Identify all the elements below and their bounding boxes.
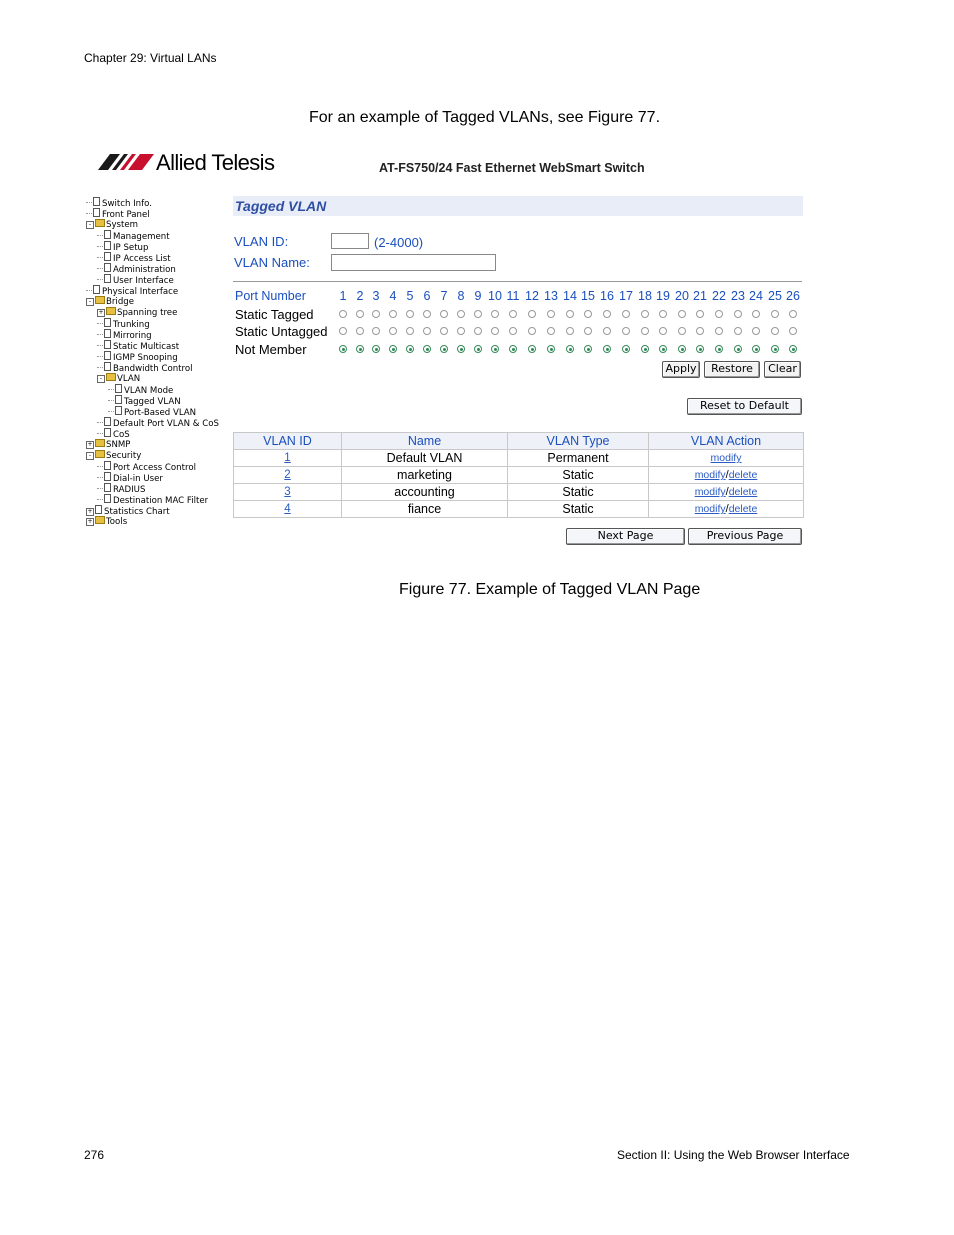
port-number-4: 4: [389, 289, 397, 303]
radio-static-untagged-port-11[interactable]: [509, 327, 517, 335]
radio-not-member-port-15[interactable]: [584, 345, 592, 353]
tree-item-tagged-vlan[interactable]: [108, 395, 181, 406]
tree-connector: [97, 422, 103, 423]
tree-item-label: Port Access Control: [113, 463, 196, 472]
vlan-action-cell: [649, 501, 804, 518]
radio-not-member-port-13[interactable]: [547, 345, 555, 353]
folder-icon: [95, 219, 105, 227]
vlan-type-cell: Static: [508, 501, 649, 518]
port-number-9: 9: [474, 289, 482, 303]
apply-button[interactable]: Apply: [662, 361, 700, 378]
action-separator: /: [725, 469, 729, 481]
tree-item-label: User Interface: [113, 276, 174, 285]
tree-item-label: IGMP Snooping: [113, 353, 178, 362]
tree-connector: [97, 488, 103, 489]
collapse-icon[interactable]: -: [86, 298, 94, 306]
vlan-name-label: VLAN Name:: [234, 255, 310, 270]
tree-connector: [97, 334, 103, 335]
page-icon: [104, 318, 111, 327]
page-icon: [104, 417, 111, 426]
tree-item-radius[interactable]: [97, 483, 145, 494]
radio-static-tagged-port-16[interactable]: [603, 310, 611, 318]
port-number-25: 25: [768, 289, 782, 303]
page-icon: [104, 340, 111, 349]
next-page-button[interactable]: Next Page: [566, 528, 685, 545]
vlan-name-cell: accounting: [342, 484, 508, 501]
page-icon: [104, 263, 111, 272]
radio-not-member-port-2[interactable]: [356, 345, 364, 353]
port-number-11: 11: [506, 289, 520, 303]
row-label-static-untagged: Static Untagged: [235, 324, 328, 339]
radio-static-untagged-port-6[interactable]: [423, 327, 431, 335]
radio-not-member-port-12[interactable]: [528, 345, 536, 353]
radio-not-member-port-9[interactable]: [474, 345, 482, 353]
tree-item-label: System: [106, 220, 139, 230]
page-icon: [104, 472, 111, 481]
radio-static-tagged-port-1[interactable]: [339, 310, 347, 318]
radio-static-tagged-port-18[interactable]: [641, 310, 649, 318]
port-number-3: 3: [372, 289, 380, 303]
delete-link[interactable]: delete: [728, 486, 758, 498]
tree-item-label: Static Multicast: [113, 342, 180, 351]
port-number-14: 14: [563, 289, 577, 303]
vlan-id-link[interactable]: 4: [284, 503, 291, 515]
port-number-23: 23: [731, 289, 745, 303]
radio-static-tagged-port-24[interactable]: [752, 310, 760, 318]
tree-item-trunking[interactable]: [97, 318, 150, 329]
radio-not-member-port-10[interactable]: [491, 345, 499, 353]
table-header-row: [234, 433, 804, 450]
page-icon: [93, 197, 100, 206]
folder-icon: [95, 516, 105, 524]
folder-icon: [95, 439, 105, 447]
tree-item-vlan[interactable]: [97, 373, 140, 384]
tree-item-label: Bridge: [106, 297, 135, 307]
radio-static-untagged-port-14[interactable]: [566, 327, 574, 335]
vlan-type-cell: Static: [508, 484, 649, 501]
vlan-action-cell: [649, 450, 804, 467]
tree-item-label: Tagged VLAN: [124, 397, 181, 406]
tree-item-static-multicast[interactable]: [97, 340, 179, 351]
radio-static-untagged-port-18[interactable]: [641, 327, 649, 335]
radio-static-tagged-port-21[interactable]: [696, 310, 704, 318]
port-number-18: 18: [638, 289, 652, 303]
modify-link[interactable]: modify: [694, 503, 726, 515]
radio-not-member-port-4[interactable]: [389, 345, 397, 353]
page-icon: [104, 494, 111, 503]
tree-item-user-interface[interactable]: [97, 274, 174, 285]
intro-text: For an example of Tagged VLANs, see Figure 77.: [309, 109, 661, 126]
panel-title: Tagged VLAN: [235, 198, 327, 214]
port-number-15: 15: [581, 289, 595, 303]
vlan-name-input[interactable]: [331, 254, 496, 271]
vlan-id-input[interactable]: [331, 233, 369, 249]
row-label-not-member: Not Member: [235, 342, 307, 357]
page-icon: [115, 406, 122, 415]
collapse-icon[interactable]: -: [86, 452, 94, 460]
port-number-20: 20: [675, 289, 689, 303]
page-icon: [93, 208, 100, 217]
vlan-action-cell: [649, 484, 804, 501]
radio-static-tagged-port-4[interactable]: [389, 310, 397, 318]
reset-to-default-button[interactable]: Reset to Default: [687, 398, 802, 415]
port-number-12: 12: [525, 289, 539, 303]
tree-connector: [108, 389, 114, 390]
port-number-6: 6: [423, 289, 431, 303]
radio-static-untagged-port-8[interactable]: [457, 327, 465, 335]
radio-not-member-port-8[interactable]: [457, 345, 465, 353]
port-number-1: 1: [339, 289, 347, 303]
vlan-id-cell: [234, 484, 342, 501]
radio-static-tagged-port-11[interactable]: [509, 310, 517, 318]
radio-static-tagged-port-5[interactable]: [406, 310, 414, 318]
port-number-24: 24: [749, 289, 763, 303]
folder-icon: [95, 296, 105, 304]
tree-item-label: Spanning tree: [117, 308, 178, 318]
vlan-type-cell: Static: [508, 467, 649, 484]
radio-static-tagged-port-2[interactable]: [356, 310, 364, 318]
radio-not-member-port-7[interactable]: [440, 345, 448, 353]
tree-connector: [97, 279, 103, 280]
page-icon: [115, 395, 122, 404]
expand-icon[interactable]: +: [87, 508, 93, 515]
tree-connector: [97, 477, 103, 478]
radio-not-member-port-20[interactable]: [678, 345, 686, 353]
tree-item-vlan-mode[interactable]: [108, 384, 173, 395]
tree-connector: [86, 290, 92, 291]
folder-icon: [95, 450, 105, 458]
tree-item-label: Destination MAC Filter: [113, 496, 209, 505]
radio-not-member-port-16[interactable]: [603, 345, 611, 353]
table-row: [234, 484, 804, 501]
page-icon: [104, 483, 111, 492]
tree-item-administration[interactable]: [97, 263, 176, 274]
radio-static-tagged-port-6[interactable]: [423, 310, 431, 318]
delete-link[interactable]: delete: [728, 503, 758, 515]
tree-item-front-panel[interactable]: [86, 208, 150, 219]
product-name: AT-FS750/24 Fast Ethernet WebSmart Switch: [379, 161, 645, 175]
radio-static-tagged-port-20[interactable]: [678, 310, 686, 318]
radio-static-tagged-port-17[interactable]: [622, 310, 630, 318]
tree-connector: [86, 202, 92, 203]
radio-static-tagged-port-19[interactable]: [659, 310, 667, 318]
tree-item-label: Tools: [106, 517, 128, 527]
vlan-table: [233, 432, 804, 518]
tree-item-label: Statistics Chart: [104, 507, 170, 516]
tree-connector: [97, 466, 103, 467]
page-icon: [104, 329, 111, 338]
radio-not-member-port-6[interactable]: [423, 345, 431, 353]
port-number-13: 13: [544, 289, 558, 303]
table-row: [234, 467, 804, 484]
tree-item-destination-mac-filter[interactable]: [97, 494, 208, 505]
radio-static-tagged-port-9[interactable]: [474, 310, 482, 318]
port-number-label: Port Number: [235, 289, 306, 303]
folder-icon: [106, 373, 116, 381]
clear-button[interactable]: Clear: [764, 361, 801, 378]
radio-static-untagged-port-3[interactable]: [372, 327, 380, 335]
tree-item-label: Default Port VLAN & CoS: [113, 419, 219, 428]
tree-connector: [108, 411, 114, 412]
tree-connector: [97, 499, 103, 500]
tree-item-bandwidth-control[interactable]: [97, 362, 193, 373]
table-row: [234, 450, 804, 467]
tree-item-label: Administration: [113, 265, 176, 274]
tree-item-spanning-tree[interactable]: [97, 307, 177, 318]
radio-static-untagged-port-25[interactable]: [771, 327, 779, 335]
collapse-icon[interactable]: -: [97, 375, 105, 383]
port-number-16: 16: [600, 289, 614, 303]
radio-not-member-port-17[interactable]: [622, 345, 630, 353]
tree-item-label: VLAN Mode: [124, 386, 174, 395]
radio-static-untagged-port-13[interactable]: [547, 327, 555, 335]
tree-connector: [97, 246, 103, 247]
tree-item-label: Bandwidth Control: [113, 364, 193, 373]
page-icon: [104, 428, 111, 437]
radio-not-member-port-21[interactable]: [696, 345, 704, 353]
vlan-type-cell: Permanent: [508, 450, 649, 467]
row-label-static-tagged: Static Tagged: [235, 307, 314, 322]
figure-caption: Figure 77. Example of Tagged VLAN Page: [399, 581, 701, 598]
tree-item-switch-info[interactable]: [86, 197, 152, 208]
vlan-id-link[interactable]: 3: [284, 486, 291, 498]
port-number-5: 5: [406, 289, 414, 303]
modify-link[interactable]: modify: [694, 486, 726, 498]
radio-static-tagged-port-12[interactable]: [528, 310, 536, 318]
tree-item-label: Physical Interface: [102, 287, 179, 296]
tree-item-label: Management: [113, 232, 170, 241]
radio-static-untagged-port-20[interactable]: [678, 327, 686, 335]
radio-static-untagged-port-2[interactable]: [356, 327, 364, 335]
tree-connector: [97, 433, 103, 434]
radio-not-member-port-26[interactable]: [789, 345, 797, 353]
port-number-10: 10: [488, 289, 502, 303]
page-icon: [104, 241, 111, 250]
radio-static-untagged-port-26[interactable]: [789, 327, 797, 335]
tree-item-label: Dial-in User: [113, 474, 163, 483]
radio-not-member-port-18[interactable]: [641, 345, 649, 353]
tree-item-default-port-vlan-cos[interactable]: [97, 417, 219, 428]
section-footer: Section II: Using the Web Browser Interface: [617, 1148, 850, 1162]
port-number-26: 26: [786, 289, 800, 303]
vlan-id-cell: [234, 450, 342, 467]
page-number: 276: [84, 1148, 105, 1162]
radio-static-untagged-port-5[interactable]: [406, 327, 414, 335]
action-separator: /: [725, 486, 729, 498]
port-number-21: 21: [693, 289, 707, 303]
vlan-name-cell: fiance: [342, 501, 508, 518]
radio-static-tagged-port-3[interactable]: [372, 310, 380, 318]
vlan-id-cell: [234, 501, 342, 518]
radio-not-member-port-3[interactable]: [372, 345, 380, 353]
collapse-icon[interactable]: -: [86, 221, 94, 229]
radio-static-tagged-port-22[interactable]: [715, 310, 723, 318]
vlan-id-cell: [234, 467, 342, 484]
tree-connector: [97, 235, 103, 236]
tree-item-port-access-control[interactable]: [97, 461, 196, 472]
tree-connector: [97, 356, 103, 357]
tree-connector: [86, 213, 92, 214]
chapter-header: Chapter 29: Virtual LANs: [84, 51, 217, 65]
table-row: [234, 501, 804, 518]
tree-item-bridge[interactable]: [86, 296, 134, 307]
tree-item-physical-interface[interactable]: [86, 285, 178, 296]
tree-item-security[interactable]: [86, 450, 141, 461]
page-icon: [95, 505, 102, 514]
page-icon: [104, 230, 111, 239]
tree-item-cos[interactable]: [97, 428, 130, 439]
radio-not-member-port-24[interactable]: [752, 345, 760, 353]
folder-icon: [106, 307, 116, 315]
radio-static-untagged-port-23[interactable]: [734, 327, 742, 335]
restore-button[interactable]: Restore: [704, 361, 760, 378]
radio-not-member-port-25[interactable]: [771, 345, 779, 353]
tree-connector: [97, 367, 103, 368]
page-icon: [104, 274, 111, 283]
port-number-22: 22: [712, 289, 726, 303]
column-header-name: Name: [342, 433, 508, 450]
expand-icon[interactable]: +: [98, 309, 104, 316]
vlan-action-cell: [649, 467, 804, 484]
radio-static-untagged-port-24[interactable]: [752, 327, 760, 335]
radio-static-untagged-port-15[interactable]: [584, 327, 592, 335]
tree-item-label: Front Panel: [102, 210, 150, 219]
divider: [233, 281, 802, 282]
port-number-17: 17: [619, 289, 633, 303]
vlan-id-link[interactable]: 2: [284, 469, 291, 481]
tree-item-dial-in-user[interactable]: [97, 472, 163, 483]
tree-item-label: IP Access List: [113, 254, 171, 263]
panel-header: [233, 196, 803, 216]
radio-static-untagged-port-12[interactable]: [528, 327, 536, 335]
tree-connector: [97, 323, 103, 324]
expand-icon[interactable]: +: [87, 441, 93, 448]
expand-icon[interactable]: +: [87, 518, 93, 525]
tree-item-mirroring[interactable]: [97, 329, 152, 340]
radio-not-member-port-14[interactable]: [566, 345, 574, 353]
page-icon: [104, 252, 111, 261]
tree-item-statistics-chart[interactable]: [86, 505, 170, 516]
tree-item-label: IP Setup: [113, 243, 149, 252]
radio-not-member-port-23[interactable]: [734, 345, 742, 353]
tree-item-label: RADIUS: [113, 485, 146, 494]
radio-not-member-port-22[interactable]: [715, 345, 723, 353]
radio-static-untagged-port-19[interactable]: [659, 327, 667, 335]
radio-not-member-port-1[interactable]: [339, 345, 347, 353]
tree-connector: [97, 268, 103, 269]
modify-link[interactable]: modify: [710, 452, 742, 464]
radio-static-untagged-port-22[interactable]: [715, 327, 723, 335]
radio-static-tagged-port-25[interactable]: [771, 310, 779, 318]
tree-item-ip-setup[interactable]: [97, 241, 148, 252]
radio-static-tagged-port-26[interactable]: [789, 310, 797, 318]
tree-connector: [97, 257, 103, 258]
radio-not-member-port-19[interactable]: [659, 345, 667, 353]
tree-connector: [108, 400, 114, 401]
radio-static-untagged-port-10[interactable]: [491, 327, 499, 335]
radio-static-untagged-port-21[interactable]: [696, 327, 704, 335]
radio-static-tagged-port-7[interactable]: [440, 310, 448, 318]
radio-static-tagged-port-8[interactable]: [457, 310, 465, 318]
radio-static-tagged-port-15[interactable]: [584, 310, 592, 318]
radio-static-untagged-port-9[interactable]: [474, 327, 482, 335]
port-number-19: 19: [656, 289, 670, 303]
column-header-vlan-type: VLAN Type: [508, 433, 649, 450]
column-header-vlan-action: VLAN Action: [649, 433, 804, 450]
port-number-7: 7: [440, 289, 448, 303]
tree-item-label: Security: [106, 451, 142, 461]
vlan-name-cell: Default VLAN: [342, 450, 508, 467]
brand-name: Allied Telesis: [156, 150, 275, 175]
port-number-8: 8: [457, 289, 465, 303]
column-header-vlan-id: VLAN ID: [234, 433, 342, 450]
delete-link[interactable]: delete: [728, 469, 758, 481]
tree-item-label: Trunking: [113, 320, 150, 329]
radio-not-member-port-11[interactable]: [509, 345, 517, 353]
tree-item-system[interactable]: [86, 219, 138, 230]
tree-item-label: SNMP: [106, 440, 131, 450]
page-icon: [104, 362, 111, 371]
page-icon: [104, 461, 111, 470]
tree-item-snmp[interactable]: [86, 439, 130, 450]
tree-item-ip-access-list[interactable]: [97, 252, 171, 263]
radio-static-untagged-port-7[interactable]: [440, 327, 448, 335]
radio-static-untagged-port-16[interactable]: [603, 327, 611, 335]
radio-static-tagged-port-10[interactable]: [491, 310, 499, 318]
radio-static-untagged-port-4[interactable]: [389, 327, 397, 335]
tree-connector: [97, 345, 103, 346]
tree-item-tools[interactable]: [86, 516, 127, 527]
previous-page-button[interactable]: Previous Page: [688, 528, 802, 545]
radio-static-untagged-port-1[interactable]: [339, 327, 347, 335]
tree-item-label: VLAN: [117, 374, 141, 384]
action-separator: /: [725, 503, 729, 515]
vlan-id-range: (2-4000): [374, 235, 424, 250]
radio-static-untagged-port-17[interactable]: [622, 327, 630, 335]
tree-item-port-based-vlan[interactable]: [108, 406, 196, 417]
radio-not-member-port-5[interactable]: [406, 345, 414, 353]
page-icon: [93, 285, 100, 294]
vlan-id-label: VLAN ID:: [234, 234, 289, 249]
port-number-2: 2: [356, 289, 364, 303]
vlan-name-cell: marketing: [342, 467, 508, 484]
navigation-tree: [86, 197, 221, 532]
vlan-id-link[interactable]: 1: [284, 452, 291, 464]
radio-static-tagged-port-13[interactable]: [547, 310, 555, 318]
modify-link[interactable]: modify: [694, 469, 726, 481]
tree-item-igmp-snooping[interactable]: [97, 351, 178, 362]
radio-static-tagged-port-23[interactable]: [734, 310, 742, 318]
page-icon: [115, 384, 122, 393]
tree-item-label: Switch Info.: [102, 199, 152, 208]
tree-item-management[interactable]: [97, 230, 170, 241]
radio-static-tagged-port-14[interactable]: [566, 310, 574, 318]
tree-item-label: CoS: [113, 430, 130, 439]
page-icon: [104, 351, 111, 360]
allied-telesis-logo-icon: [98, 154, 154, 170]
tree-item-label: Mirroring: [113, 331, 152, 340]
tree-item-label: Port-Based VLAN: [124, 408, 197, 417]
